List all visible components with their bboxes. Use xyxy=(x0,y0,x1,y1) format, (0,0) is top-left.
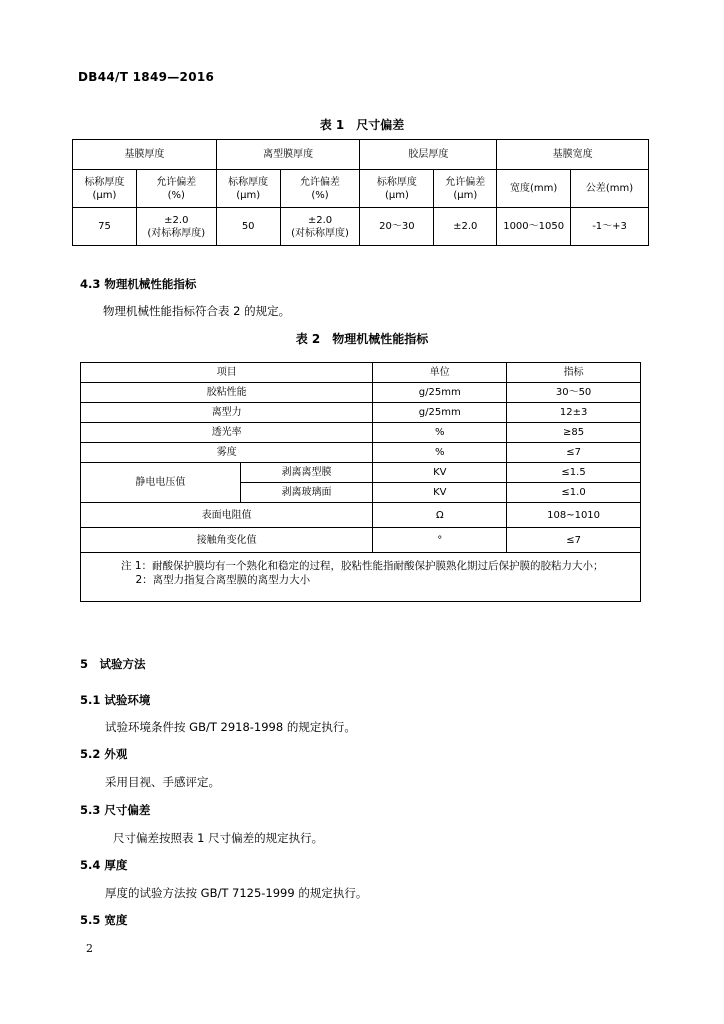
page-number: 2 xyxy=(86,942,93,955)
subsection-heading: 5.5 宽度 xyxy=(80,913,128,927)
section-heading: 5 试验方法 xyxy=(80,657,146,671)
subsection-text: 尺寸偏差按照表 1 尺寸偏差的规定执行。 xyxy=(113,831,324,845)
value-cell: 12±3 xyxy=(507,403,641,423)
sub-item-cell: 剥离玻璃面 xyxy=(240,483,373,503)
section-text: 物理机械性能指标符合表 2 的规定。 xyxy=(103,304,291,318)
table2-caption: 表 2 物理机械性能指标 xyxy=(295,332,429,346)
data-cell: 75 xyxy=(73,208,137,246)
data-cell: ±2.0 (对标称厚度) xyxy=(136,208,216,246)
unit-cell: % xyxy=(373,423,507,443)
table-row xyxy=(81,383,641,403)
subsection-text: 采用目视、手感评定。 xyxy=(105,775,220,789)
subsection-heading: 5.3 尺寸偏差 xyxy=(80,803,151,817)
header-cell: 项目 xyxy=(81,363,373,383)
subheader-cell: 标称厚度 (μm) xyxy=(360,170,434,208)
document-code: DB44/T 1849—2016 xyxy=(78,70,215,84)
item-cell: 透光率 xyxy=(81,423,373,443)
unit-cell: g/25mm xyxy=(373,403,507,423)
unit-cell: % xyxy=(373,443,507,463)
subsection-heading: 5.4 厚度 xyxy=(80,858,128,872)
group-header: 基膜宽度 xyxy=(497,140,649,170)
value-cell: ≤1.5 xyxy=(507,463,641,483)
group-header: 胶层厚度 xyxy=(360,140,497,170)
sub-item-cell: 剥离离型膜 xyxy=(240,463,373,483)
item-cell: 接触角变化值 xyxy=(81,528,373,553)
unit-cell: Ω xyxy=(373,503,507,528)
value-cell: ≤1.0 xyxy=(507,483,641,503)
unit-cell: KV xyxy=(373,463,507,483)
header-cell: 指标 xyxy=(507,363,641,383)
subheader-cell: 允许偏差 (%) xyxy=(136,170,216,208)
data-cell: 50 xyxy=(216,208,280,246)
table-row xyxy=(81,443,641,463)
subheader-cell: 公差(mm) xyxy=(571,170,649,208)
subsection-heading: 5.2 外观 xyxy=(80,747,128,761)
item-cell: 表面电阻值 xyxy=(81,503,373,528)
data-cell: ±2.0 xyxy=(434,208,497,246)
value-cell: 108~1010 xyxy=(507,503,641,528)
header-cell: 单位 xyxy=(373,363,507,383)
subheader-cell: 标称厚度 (μm) xyxy=(73,170,137,208)
unit-cell: g/25mm xyxy=(373,383,507,403)
data-cell: -1～+3 xyxy=(571,208,649,246)
table-row xyxy=(81,528,641,553)
table2-physical-mechanical xyxy=(80,362,641,602)
item-cell: 胶粘性能 xyxy=(81,383,373,403)
value-cell: 30～50 xyxy=(507,383,641,403)
item-cell: 静电电压值 xyxy=(81,463,241,503)
table-notes xyxy=(81,553,641,602)
item-cell: 雾度 xyxy=(81,443,373,463)
value-cell: ≤7 xyxy=(507,443,641,463)
section-heading: 4.3 物理机械性能指标 xyxy=(80,277,197,291)
table1-caption: 表 1 尺寸偏差 xyxy=(319,118,405,132)
subheader-cell: 允许偏差 (%) xyxy=(280,170,360,208)
subheader-cell: 宽度(mm) xyxy=(497,170,571,208)
note-2: 2：离型力指复合离型膜的离型力大小 xyxy=(125,574,311,586)
subsection-heading: 5.1 试验环境 xyxy=(80,693,151,707)
group-header: 基膜厚度 xyxy=(73,140,217,170)
value-cell: ≤7 xyxy=(507,528,641,553)
data-cell: ±2.0 (对标称厚度) xyxy=(280,208,360,246)
data-cell: 1000～1050 xyxy=(497,208,571,246)
subheader-cell: 标称厚度 (μm) xyxy=(216,170,280,208)
table1-dimensional-deviation xyxy=(72,139,649,246)
group-header: 离型膜厚度 xyxy=(216,140,360,170)
note-1: 注 1：耐酸保护膜均有一个熟化和稳定的过程，胶粘性能指耐酸保护膜熟化期过后保护膜的胶粘力大小； xyxy=(121,560,604,572)
data-cell: 20～30 xyxy=(360,208,434,246)
subheader-cell: 允许偏差 (μm) xyxy=(434,170,497,208)
subsection-text: 厚度的试验方法按 GB/T 7125-1999 的规定执行。 xyxy=(105,886,368,900)
item-cell: 离型力 xyxy=(81,403,373,423)
unit-cell: ° xyxy=(373,528,507,553)
table-row xyxy=(81,503,641,528)
table-row xyxy=(81,463,641,483)
value-cell: ≥85 xyxy=(507,423,641,443)
subsection-text: 试验环境条件按 GB/T 2918-1998 的规定执行。 xyxy=(105,720,356,734)
table-row xyxy=(81,423,641,443)
table-row xyxy=(81,403,641,423)
unit-cell: KV xyxy=(373,483,507,503)
